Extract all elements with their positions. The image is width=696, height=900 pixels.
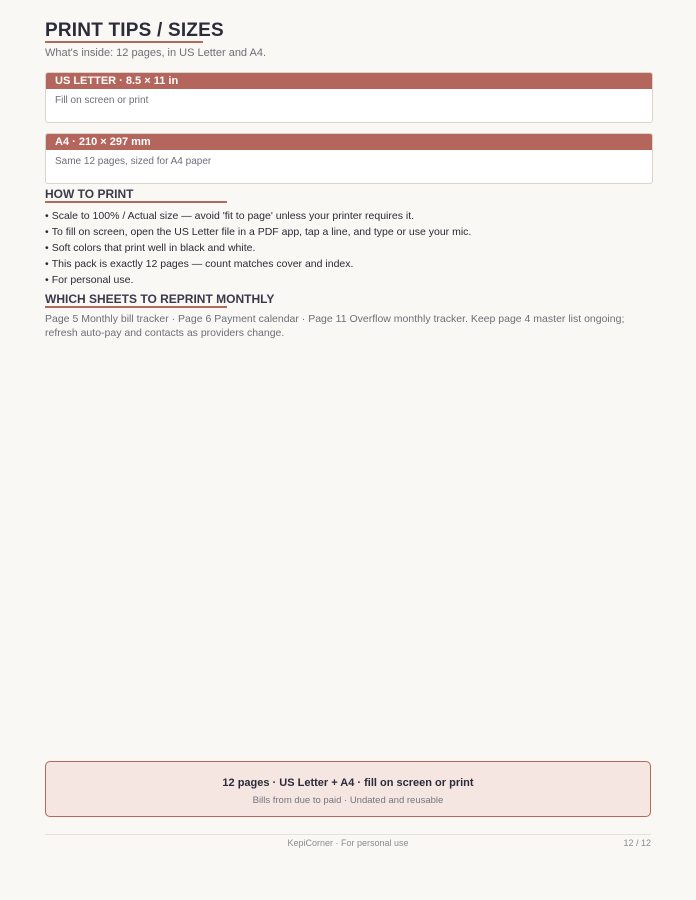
list-item — [45, 256, 651, 272]
list-item — [45, 224, 651, 240]
a4-card-note: Same 12 pages, sized for A4 paper — [55, 156, 212, 167]
tip-text: Scale to 100% / Actual size — avoid 'fit to page' unless your printer requires it. — [51, 210, 415, 222]
bullet: • — [45, 210, 49, 222]
list-item — [45, 208, 651, 224]
us-letter-card-note: Fill on screen or print — [55, 95, 149, 106]
bullet: • — [45, 274, 49, 286]
footer-text: KepiCorner · For personal use — [287, 838, 409, 848]
print-tips-list — [45, 208, 651, 288]
reprint-heading: WHICH SHEETS TO REPRINT MONTHLY — [45, 292, 275, 306]
tip-text: To fill on screen, open the US Letter file in a PDF app, tap a line, and type or use your mic. — [51, 226, 472, 238]
bullet: • — [45, 226, 49, 238]
tip-text: Soft colors that print well in black and white. — [51, 242, 256, 254]
list-item — [45, 272, 651, 288]
tip-text: For personal use. — [51, 274, 134, 286]
how-to-print-heading: HOW TO PRINT — [45, 187, 134, 201]
reprint-underline — [45, 306, 227, 308]
title-underline — [45, 41, 203, 43]
page-subtitle: What's inside: 12 pages, in US Letter and A4. — [45, 47, 267, 59]
page — [45, 0, 651, 900]
summary-box — [45, 761, 651, 817]
us-letter-card-header: US LETTER · 8.5 × 11 in — [46, 73, 652, 89]
page-number: 12 / 12 — [623, 838, 651, 848]
bullet: • — [45, 258, 49, 270]
tip-text: This pack is exactly 12 pages — count matches cover and index. — [51, 258, 354, 270]
page-title: PRINT TIPS / SIZES — [45, 20, 224, 41]
a4-card-header: A4 · 210 × 297 mm — [46, 134, 652, 150]
footer-divider — [45, 834, 651, 835]
us-letter-card — [45, 72, 653, 123]
reprint-description: Page 5 Monthly bill tracker · Page 6 Payment calendar · Page 11 Overflow monthly tracker. Keep page 4 master list ongoing; refresh auto-pay and contacts as providers change. — [45, 313, 625, 339]
summary-main-text: 12 pages · US Letter + A4 · fill on screen or print — [222, 777, 474, 789]
a4-card — [45, 133, 653, 184]
list-item — [45, 240, 651, 256]
summary-sub-text: Bills from due to paid · Undated and reusable — [252, 795, 444, 806]
how-to-print-underline — [45, 201, 227, 203]
bullet: • — [45, 242, 49, 254]
